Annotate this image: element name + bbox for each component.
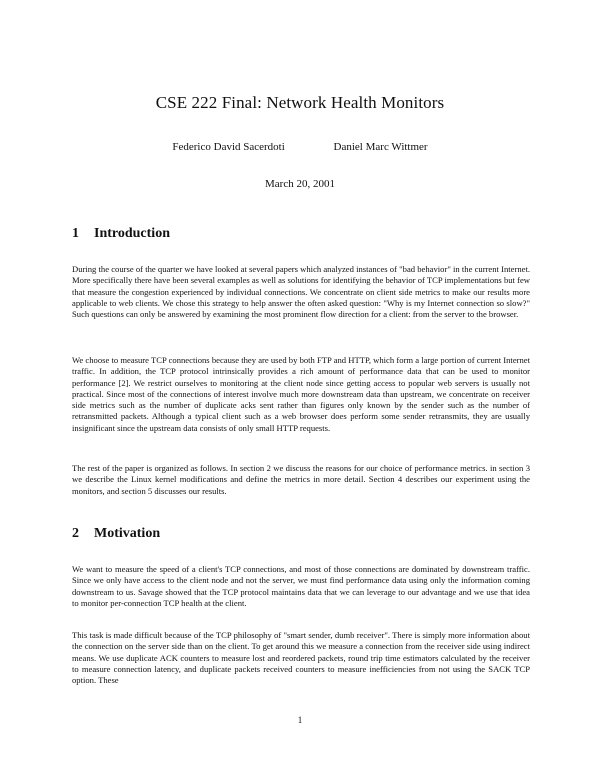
paragraph: The rest of the paper is organized as follows. In section 2 we discuss the reasons for our choice of performance metrics. in section 3 we describe the Linux kernel modifications and define the metrics in more detail. Section 4 describes our experiment using the monitors, and section 5 discusses our results.	[72, 463, 530, 496]
section-heading	[72, 226, 170, 242]
section-number: 1	[72, 226, 79, 241]
section-title: Introduction	[94, 226, 170, 241]
paragraph: During the course of the quarter we have looked at several papers which analyzed instances of "bad behavior" in the current Internet. More specifically there have been several examples as well as solutions for identifying the behavior of TCP implementations but few that measure the congestion experienced by individual connections. We concentrate on client side metrics to make our results more applicable to web clients. We chose this strategy to help answer the often asked question: "Why is my Internet connection so slow?" Such questions can only be answered by examining the most prominent flow direction for a client: from the server to the browser.	[72, 264, 530, 320]
paragraph: This task is made difficult because of the TCP philosophy of "smart sender, dumb receiver". There is simply more information about the connection on the server side than on the client. To get around this we measure a connection from the receiver side using indirect means. We use duplicate ACK counters to measure lost and reordered packets, round trip time estimators calculated by the receiver to measure connection latency, and duplicate packets received counters to measure inefficiencies from not using the SACK TCP option. These	[72, 630, 530, 686]
section-number: 2	[72, 526, 79, 541]
section-heading	[72, 526, 160, 542]
section-title: Motivation	[94, 526, 161, 541]
author-name: Federico David Sacerdoti	[172, 141, 285, 153]
author-name: Daniel Marc Wittmer	[333, 141, 428, 153]
paper-title: CSE 222 Final: Network Health Monitors	[155, 93, 445, 112]
author-list	[0, 141, 600, 153]
page-number: 1	[297, 715, 303, 725]
paragraph: We want to measure the speed of a client's TCP connections, and most of those connections are dominated by downstream traffic. Since we only have access to the client node and not the server, we must find performance data using only the information coming downstream to us. Savage showed that the TCP protocol maintains data that we can leverage to our advantage and we use that idea to monitor per-connection TCP health at the client.	[72, 564, 530, 608]
paper-date: March 20, 2001	[265, 178, 335, 190]
paragraph: We choose to measure TCP connections because they are used by both FTP and HTTP, which form a large portion of current Internet traffic. In addition, the TCP protocol intrinsically provides a rich amount of performance data that can be used to monitor performance [2]. We restrict ourselves to monitoring at the client node since getting access to popular web servers is usually not practical. Since most of the connections of interest involve much more downstream data than upstream, we concentrate on receiver side metrics such as the number of duplicate acks sent rather than figures only known by the sender such as the number of retransmitted packets. Although a typical client such as a web browser does perform some sender retransmits, they are usually insignificant since the upstream data consists of only small HTTP requests.	[72, 355, 530, 433]
